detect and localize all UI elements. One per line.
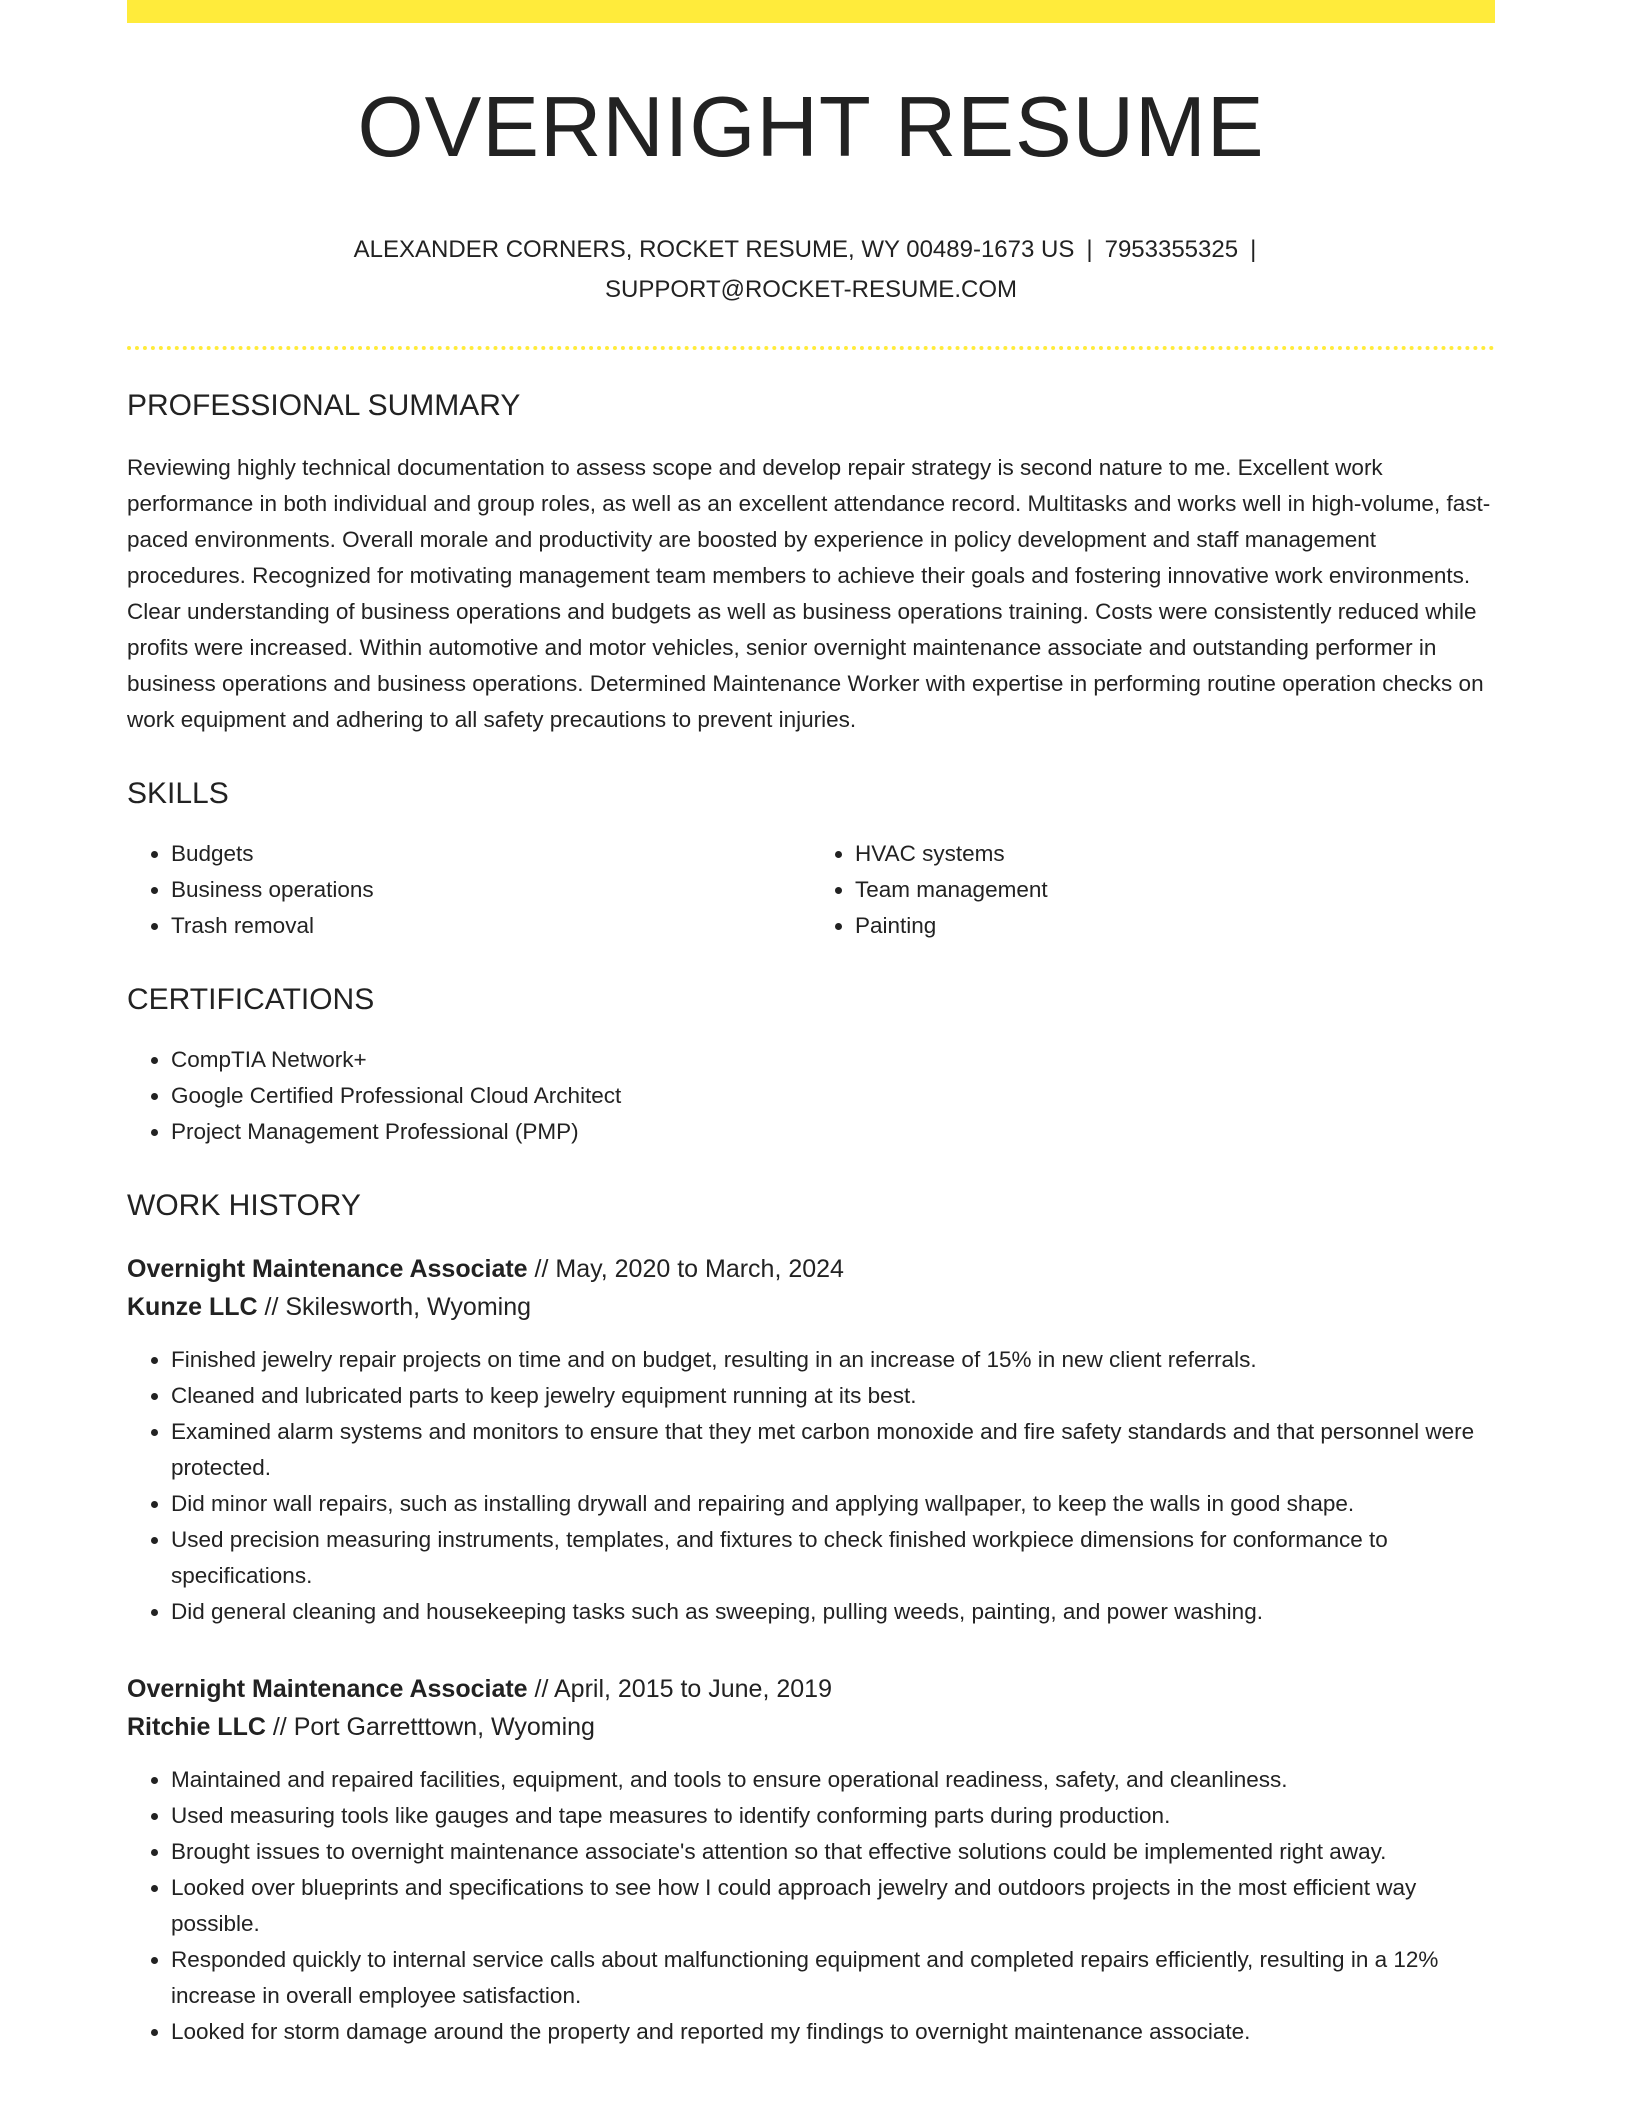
list-item: • Budgets xyxy=(171,836,811,872)
summary-text: Reviewing highly technical documentation to assess scope and develop repair strategy is second nature to me. Excellent work performance in both individual and group roles, as well as an excellent attendance record. Multitasks and works well in high-volume, fast-paced environments. Overall morale and productivity are boosted by experience in policy development and staff management procedures. Recognized for motivating management team members to achieve their goals and fostering innovative work environments. Clear understanding of business operations and budgets as well as business operations training. Costs were consistently reduced while profits were increased. Within automotive and motor vehicles, senior overnight maintenance associate and outstanding performer in business operations and business operations. Determined Maintenance Worker with expertise in performing routine operation checks on work equipment and adhering to all safety precautions to prevent injuries. xyxy=(127,455,1491,732)
list-item: • Cleaned and lubricated parts to keep jewelry equipment running at its best. xyxy=(171,1378,1495,1414)
contact-phone: 7953355325 xyxy=(1104,236,1239,263)
certifications-section xyxy=(127,982,1495,1150)
contact-info xyxy=(127,230,1495,310)
list-item: • CompTIA Network+ xyxy=(171,1042,1495,1078)
list-item: • Finished jewelry repair projects on time and on budget, resulting in an increase of 15% in new client referrals. xyxy=(171,1342,1495,1378)
list-item: • Google Certified Professional Cloud Architect xyxy=(171,1078,1495,1114)
list-item: • Used measuring tools like gauges and tape measures to identify conforming parts during production. xyxy=(171,1798,1495,1834)
list-item: • Looked over blueprints and specifications to see how I could approach jewelry and outdoors projects in the most efficient way possible. xyxy=(171,1870,1495,1942)
certifications-list xyxy=(127,1042,1495,1150)
job-company: Kunze LLC xyxy=(127,1293,258,1321)
list-item: • Project Management Professional (PMP) xyxy=(171,1114,1495,1150)
job-title-line xyxy=(127,1670,1495,1708)
list-item: • Brought issues to overnight maintenance associate's attention so that effective solutions could be implemented right away. xyxy=(171,1834,1495,1870)
work-history-heading: WORK HISTORY xyxy=(127,1189,361,1222)
job-title: Overnight Maintenance Associate xyxy=(127,1675,528,1703)
list-item: • Did general cleaning and housekeeping tasks such as sweeping, pulling weeds, painting, and power washing. xyxy=(171,1594,1495,1630)
job-title: Overnight Maintenance Associate xyxy=(127,1255,528,1283)
job-location: // Port Garretttown, Wyoming xyxy=(272,1713,595,1741)
list-item: • Did minor wall repairs, such as installing drywall and repairing and applying wallpaper, to keep the walls in good shape. xyxy=(171,1486,1495,1522)
job-location: // Skilesworth, Wyoming xyxy=(264,1293,532,1321)
work-history-section xyxy=(127,1188,1495,2050)
list-item: • Trash removal xyxy=(171,908,811,944)
resume-name: OVERNIGHT RESUME xyxy=(357,80,1265,175)
skills-columns xyxy=(127,836,1495,944)
list-item: • Responded quickly to internal service calls about malfunctioning equipment and completed repairs efficiently, resulting in a 12% increase in overall employee satisfaction. xyxy=(171,1942,1495,2014)
list-item: • Painting xyxy=(855,908,1495,944)
job-dates: // May, 2020 to March, 2024 xyxy=(534,1255,844,1283)
list-item: • Maintained and repaired facilities, equipment, and tools to ensure operational readiness, safety, and cleanliness. xyxy=(171,1762,1495,1798)
list-item: • Looked for storm damage around the property and reported my findings to overnight maintenance associate. xyxy=(171,2014,1495,2050)
accent-top-bar xyxy=(127,0,1495,23)
list-item: • Business operations xyxy=(171,872,811,908)
contact-separator: | xyxy=(1250,236,1257,263)
list-item: • HVAC systems xyxy=(855,836,1495,872)
contact-email: SUPPORT@ROCKET-RESUME.COM xyxy=(605,276,1017,303)
job-bullets xyxy=(127,1342,1495,1630)
list-item: • Examined alarm systems and monitors to ensure that they met carbon monoxide and fire safety standards and that personnel were protected. xyxy=(171,1414,1495,1486)
skills-list-right xyxy=(811,836,1495,944)
job-title-line xyxy=(127,1250,1495,1288)
summary-heading: PROFESSIONAL SUMMARY xyxy=(127,389,521,422)
skills-list-left xyxy=(127,836,811,944)
contact-separator: | xyxy=(1086,236,1093,263)
skills-heading: SKILLS xyxy=(127,777,229,810)
job-company-line xyxy=(127,1288,1495,1326)
list-item: • Used precision measuring instruments, templates, and fixtures to check finished workpiece dimensions for conformance to specifications. xyxy=(171,1522,1495,1594)
job-company: Ritchie LLC xyxy=(127,1713,266,1741)
list-item: • Team management xyxy=(855,872,1495,908)
summary-section xyxy=(127,388,1495,738)
job-entry xyxy=(127,1250,1495,1630)
contact-line-2 xyxy=(127,270,1495,310)
job-dates: // April, 2015 to June, 2019 xyxy=(534,1675,832,1703)
dotted-divider xyxy=(127,346,1495,350)
resume-page xyxy=(127,0,1495,2050)
contact-address: ALEXANDER CORNERS, ROCKET RESUME, WY 00489-1673 US xyxy=(353,236,1075,263)
skills-section xyxy=(127,776,1495,944)
contact-line-1 xyxy=(127,230,1495,270)
job-company-line xyxy=(127,1708,1495,1746)
job-entry xyxy=(127,1670,1495,2050)
certifications-heading: CERTIFICATIONS xyxy=(127,983,375,1016)
job-bullets xyxy=(127,1762,1495,2050)
